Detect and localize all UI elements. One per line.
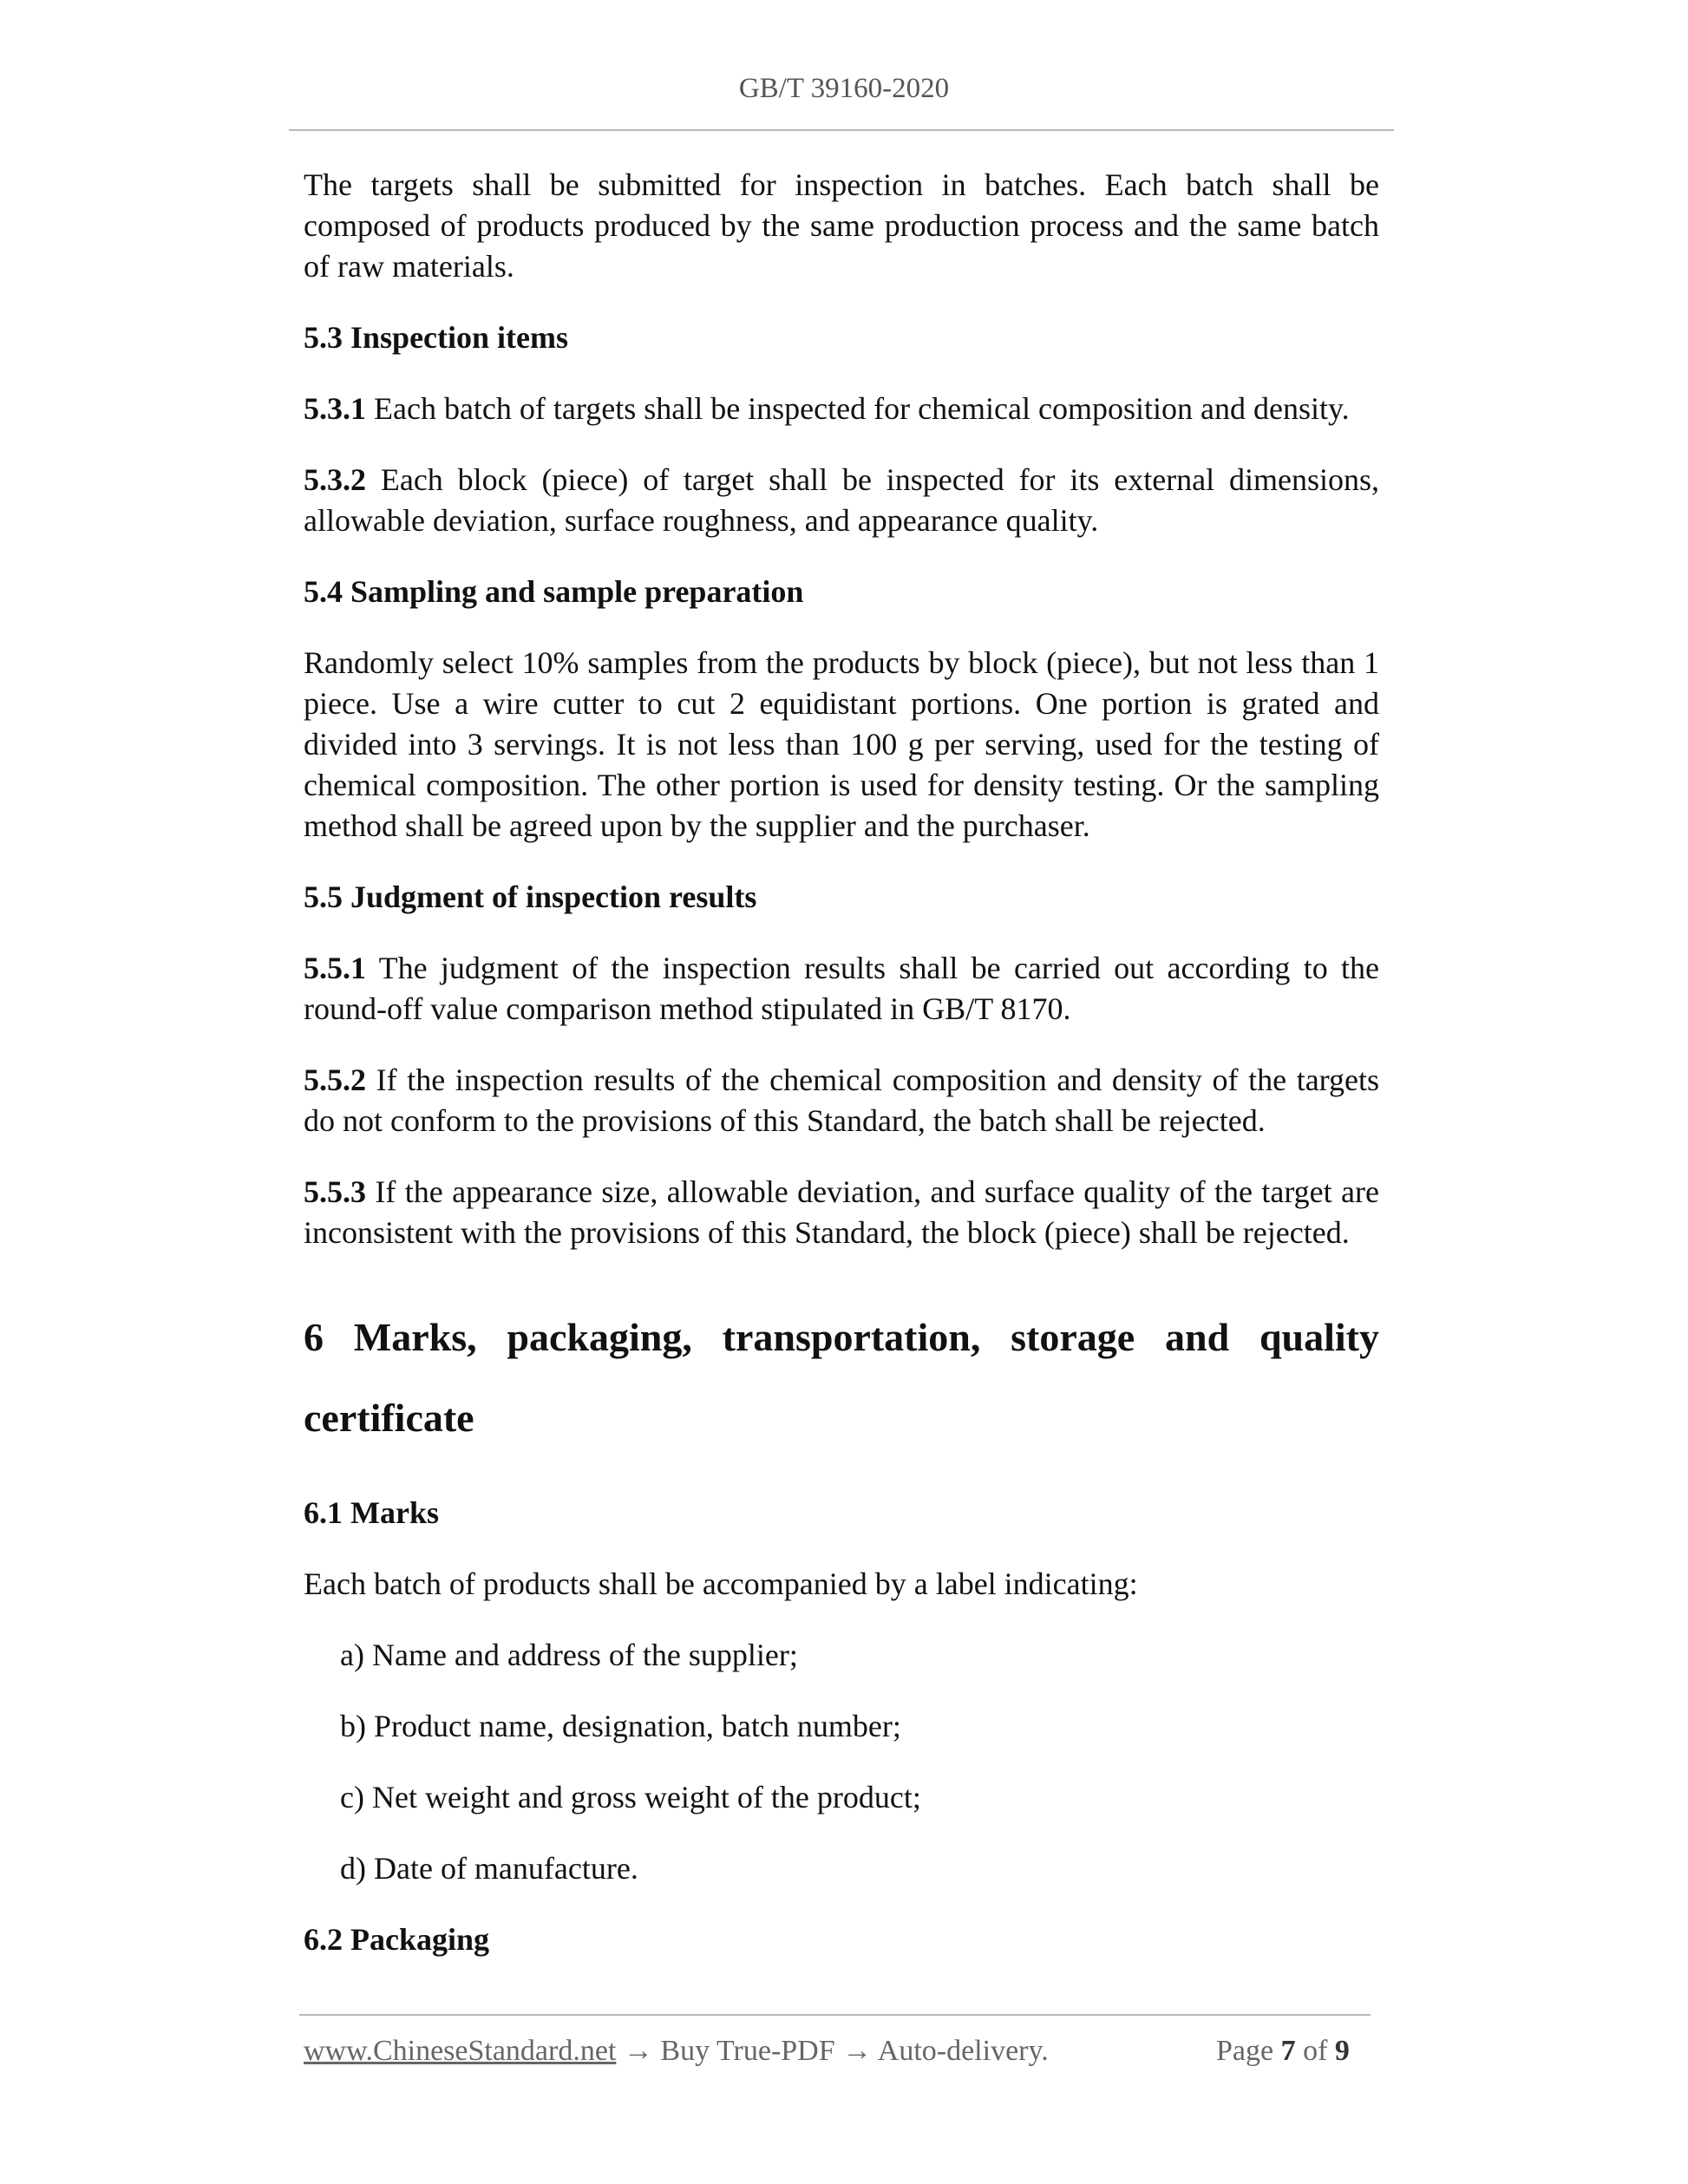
clause-number: 5.3.2: [304, 462, 366, 497]
clause-5-5-1: [304, 948, 1379, 1030]
total-pages-number: 9: [1334, 2035, 1350, 2067]
section-6-2-heading: 6.2 Packaging: [304, 1922, 490, 1957]
list-item: a) Name and address of the supplier;: [340, 1638, 798, 1672]
clause-5-3-1: [304, 389, 1379, 429]
footer-promo: [304, 2035, 1049, 2068]
section-5-5-heading: 5.5 Judgment of inspection results: [304, 879, 757, 914]
clause-number: 5.5.3: [304, 1174, 366, 1209]
current-page-number: 7: [1280, 2035, 1296, 2067]
list-item: c) Net weight and gross weight of the product;: [340, 1780, 921, 1815]
arrow-right-icon: →: [623, 2035, 653, 2067]
list-item: d) Date of manufacture.: [340, 1851, 638, 1886]
section-5-4-text: Randomly select 10% samples from the products by block (piece), but not less than 1 piece. Use a wire cutter to cut 2 equidistant portions. One portion is grated and divided into 3 servings. It is not less than 100 g per serving, used for the testing of chemical composition. The other portion is used for density testing. Or the sampling method shall be agreed upon by the supplier and the purchaser.: [304, 645, 1379, 843]
list-item: b) Product name, designation, batch number;: [340, 1709, 901, 1743]
footer-divider: [299, 2014, 1371, 2016]
intro-paragraph: The targets shall be submitted for inspection in batches. Each batch shall be composed of products produced by the same production process and the same batch of raw materials.: [304, 167, 1379, 284]
buy-pdf-text: Buy True-PDF: [660, 2035, 835, 2067]
website-link[interactable]: www.ChineseStandard.net: [304, 2035, 617, 2067]
page-content: [304, 165, 1379, 1991]
clause-text: If the inspection results of the chemical composition and density of the targets do not conform to the provisions of this Standard, the batch shall be rejected.: [304, 1063, 1380, 1138]
clause-text: The judgment of the inspection results shall be carried out according to the round-off value comparison method stipulated in GB/T 8170.: [304, 951, 1379, 1026]
section-6-1-heading: 6.1 Marks: [304, 1495, 439, 1530]
arrow-right-icon: →: [842, 2035, 873, 2067]
clause-5-3-2: [304, 460, 1379, 541]
auto-delivery-text: Auto-delivery.: [877, 2035, 1049, 2067]
clause-number: 5.5.1: [304, 951, 366, 985]
clause-number: 5.3.1: [304, 391, 366, 426]
section-5-4-heading: 5.4 Sampling and sample preparation: [304, 574, 804, 609]
page-indicator: [1216, 2035, 1350, 2068]
header-divider: [289, 129, 1394, 131]
document-header: GB/T 39160-2020: [738, 73, 950, 104]
chapter-6-heading: 6 Marks, packaging, transportation, storage and quality certificate: [304, 1315, 1379, 1440]
clause-5-5-2: [304, 1060, 1379, 1141]
clause-5-5-3: [304, 1172, 1379, 1253]
clause-number: 5.5.2: [304, 1063, 366, 1097]
clause-text: Each block (piece) of target shall be inspected for its external dimensions, allowable deviation, surface roughness, and appearance quality.: [304, 462, 1379, 538]
of-label: of: [1303, 2035, 1328, 2067]
section-5-3-heading: 5.3 Inspection items: [304, 320, 568, 355]
clause-text: If the appearance size, allowable deviation, and surface quality of the target are inconsistent with the provisions of this Standard, the block (piece) shall be rejected.: [304, 1174, 1379, 1250]
clause-text: Each batch of targets shall be inspected for chemical composition and density.: [374, 391, 1350, 426]
section-6-1-text: Each batch of products shall be accompanied by a label indicating:: [304, 1566, 1138, 1601]
page-label: Page: [1216, 2035, 1274, 2067]
